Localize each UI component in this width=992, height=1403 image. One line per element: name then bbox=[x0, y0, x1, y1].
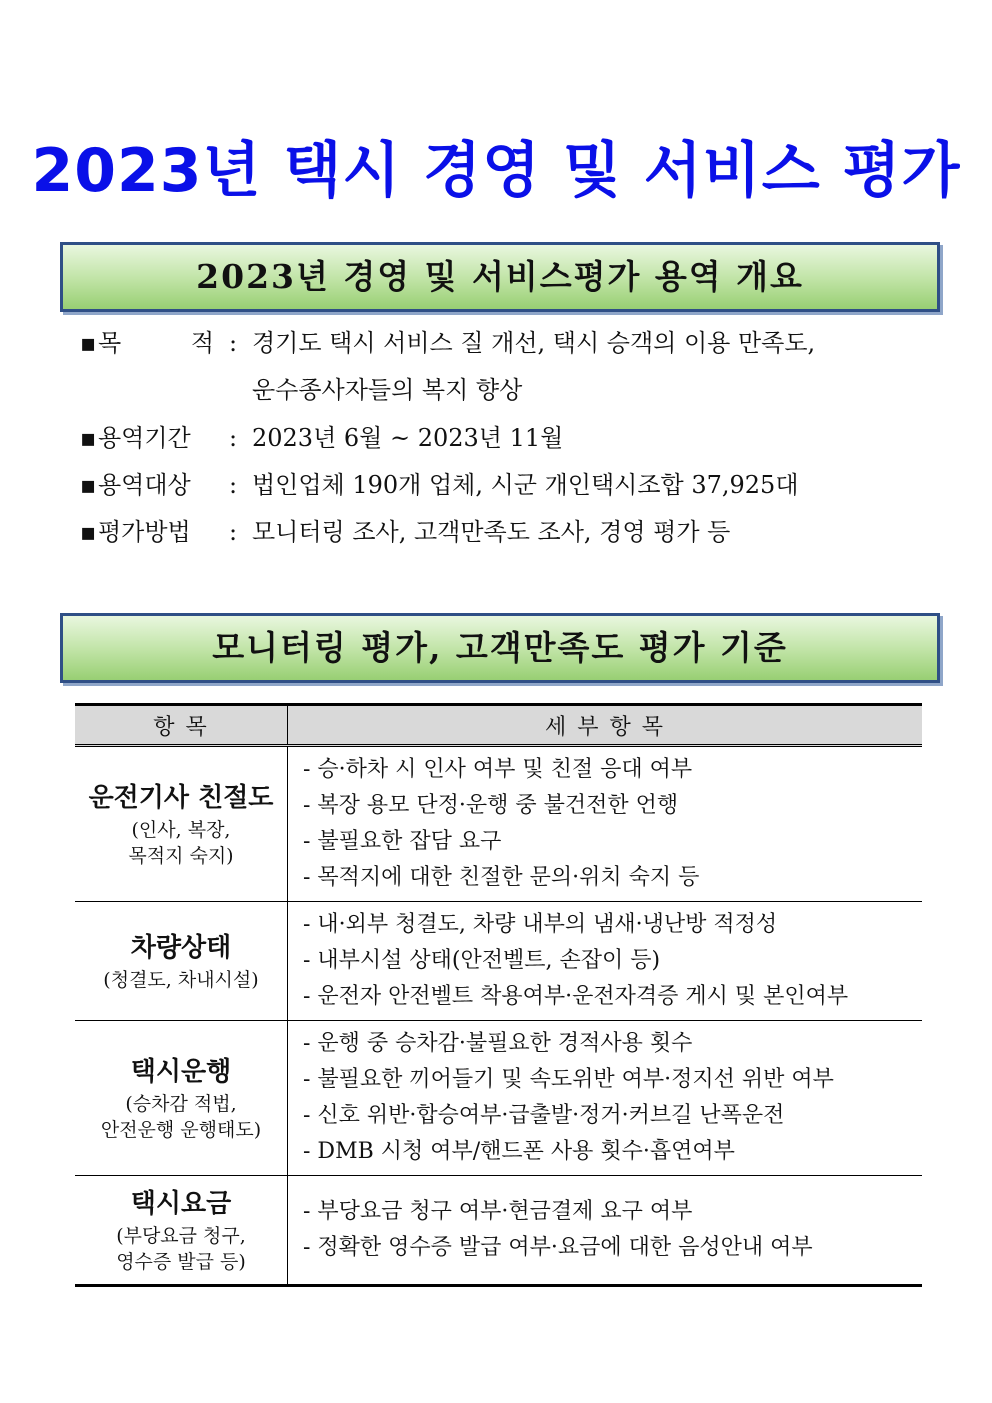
table-row bbox=[75, 1176, 922, 1286]
page-title: 2023년 택시 경영 및 서비스 평가 bbox=[31, 136, 961, 206]
section-heading-overview: 2023년 경영 및 서비스평가 용역 개요 bbox=[60, 242, 940, 312]
detail-item: - DMB 시청 여부/핸드폰 사용 횟수·흡연여부 bbox=[303, 1139, 735, 1164]
overview-label-method: 평가방법 bbox=[98, 518, 191, 546]
overview-label-period: 용역기간 bbox=[98, 424, 191, 452]
bullet-icon: ▪ bbox=[80, 424, 97, 452]
table-header-row bbox=[75, 705, 922, 746]
overview-list bbox=[80, 323, 960, 559]
detail-item: - 복장 용모 단정·운행 중 불건전한 언행 bbox=[303, 793, 679, 818]
overview-label-target: 용역대상 bbox=[98, 471, 191, 499]
detail-item: - 내·외부 청결도, 차량 내부의 냄새·냉난방 적정성 bbox=[303, 912, 778, 937]
category-subtitle: (승차감 적법, 안전운행 운행태도) bbox=[100, 1093, 262, 1141]
category-subtitle: (인사, 복장, 목적지 숙지) bbox=[128, 819, 234, 867]
detail-item: - 운행 중 승차감·불필요한 경적사용 횟수 bbox=[303, 1031, 693, 1056]
bullet-icon: ▪ bbox=[80, 518, 97, 546]
colon: : bbox=[228, 424, 238, 452]
detail-item: - 부당요금 청구 여부·현금결제 요구 여부 bbox=[303, 1199, 693, 1224]
overview-item-period bbox=[80, 418, 960, 465]
table-row bbox=[75, 1021, 922, 1176]
category-subtitle: (청결도, 차내시설) bbox=[103, 969, 259, 991]
overview-item-purpose-continued bbox=[80, 370, 960, 418]
detail-cell bbox=[288, 1021, 923, 1176]
category-cell bbox=[75, 902, 288, 1021]
criteria-table bbox=[75, 703, 922, 1287]
category-subtitle: (부당요금 청구, 영수증 발급 등) bbox=[116, 1225, 246, 1273]
overview-item-method bbox=[80, 512, 960, 559]
bullet-icon: ▪ bbox=[80, 471, 97, 499]
overview-value-method: 모니터링 조사, 고객만족도 조사, 경영 평가 등 bbox=[252, 518, 731, 546]
detail-cell bbox=[288, 1176, 923, 1286]
overview-value-target: 법인업체 190개 업체, 시군 개인택시조합 37,925대 bbox=[252, 471, 799, 499]
detail-item: - 내부시설 상태(안전벨트, 손잡이 등) bbox=[303, 948, 661, 973]
detail-item: - 승·하차 시 인사 여부 및 친절 응대 여부 bbox=[303, 757, 693, 782]
detail-cell bbox=[288, 902, 923, 1021]
header-item: 항 목 bbox=[75, 705, 288, 746]
overview-value-purpose-line2: 운수종사자들의 복지 향상 bbox=[252, 376, 523, 404]
category-name: 차량상태 bbox=[130, 933, 232, 963]
detail-item: - 신호 위반·합승여부·급출발·정거·커브길 난폭운전 bbox=[303, 1103, 785, 1128]
category-name: 운전기사 친절도 bbox=[88, 783, 274, 813]
overview-label-purpose: 목 적 bbox=[98, 329, 214, 357]
category-name: 택시운행 bbox=[130, 1057, 232, 1087]
overview-value-purpose: 경기도 택시 서비스 질 개선, 택시 승객의 이용 만족도, bbox=[252, 329, 816, 357]
detail-item: - 불필요한 끼어들기 및 속도위반 여부·정지선 위반 여부 bbox=[303, 1067, 834, 1092]
category-name: 택시요금 bbox=[130, 1189, 232, 1219]
overview-item-purpose bbox=[80, 323, 960, 370]
section-heading-criteria: 모니터링 평가, 고객만족도 평가 기준 bbox=[60, 613, 940, 683]
header-detail: 세 부 항 목 bbox=[288, 705, 923, 746]
table-row bbox=[75, 902, 922, 1021]
colon: : bbox=[228, 329, 238, 357]
bullet-icon: ▪ bbox=[80, 329, 97, 357]
overview-item-target bbox=[80, 465, 960, 512]
colon: : bbox=[228, 518, 238, 546]
detail-item: - 목적지에 대한 친절한 문의·위치 숙지 등 bbox=[303, 865, 700, 890]
detail-item: - 불필요한 잡담 요구 bbox=[303, 829, 502, 854]
detail-cell bbox=[288, 746, 923, 902]
overview-value-period: 2023년 6월 ~ 2023년 11월 bbox=[252, 424, 564, 452]
table-row bbox=[75, 746, 922, 902]
colon: : bbox=[228, 471, 238, 499]
detail-item: - 운전자 안전벨트 착용여부·운전자격증 게시 및 본인여부 bbox=[303, 984, 849, 1009]
detail-item: - 정확한 영수증 발급 여부·요금에 대한 음성안내 여부 bbox=[303, 1235, 813, 1260]
category-cell bbox=[75, 1021, 288, 1176]
category-cell bbox=[75, 746, 288, 902]
category-cell bbox=[75, 1176, 288, 1286]
